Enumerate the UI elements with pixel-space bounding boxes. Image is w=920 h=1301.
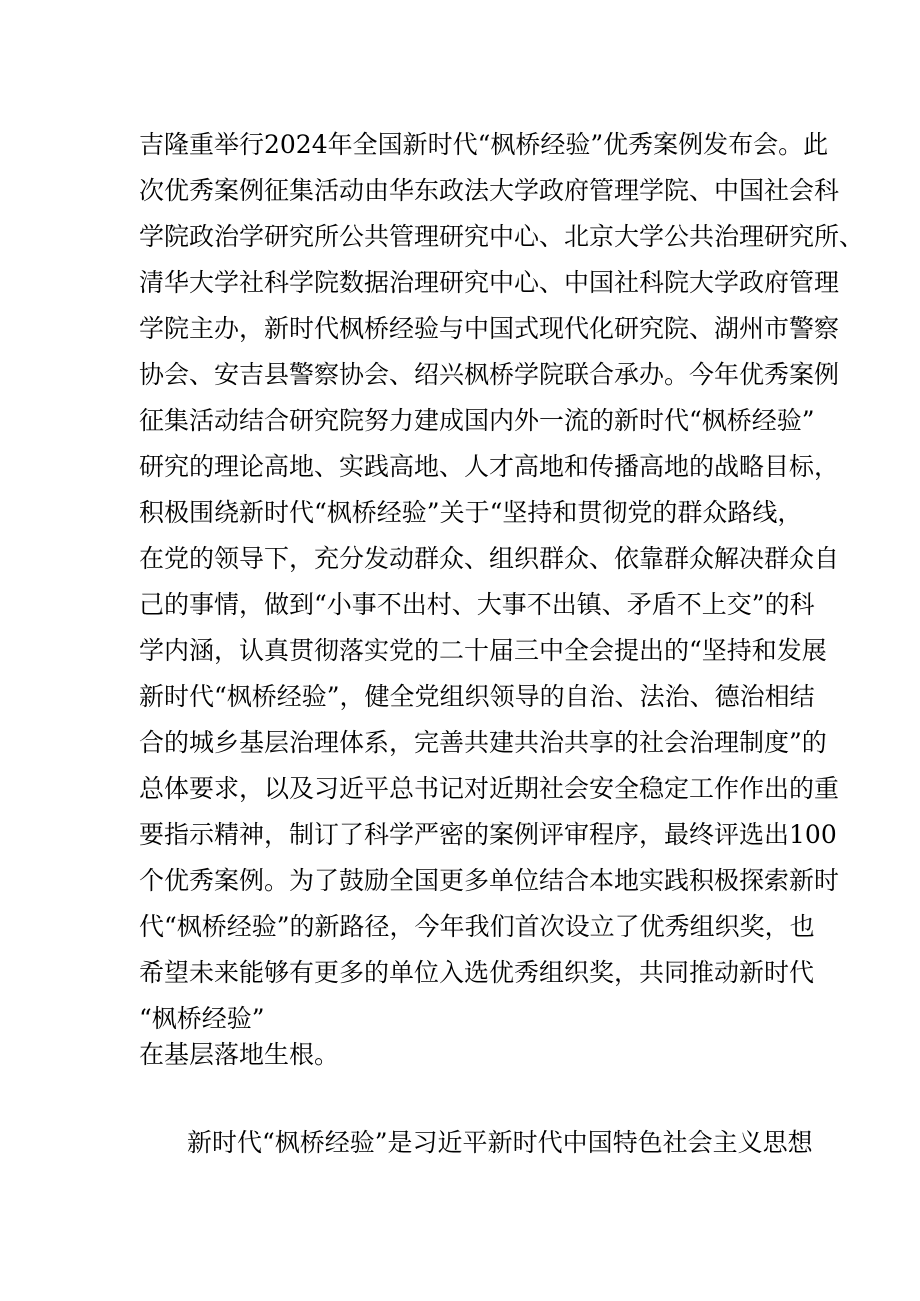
text-line-13: 新时代“枫桥经验”，健全党组织领导的自治、法治、德治相结 — [139, 682, 815, 711]
text-line-22: 新时代“枫桥经验”是习近平新时代中国特色社会主义思想 — [187, 1128, 813, 1157]
text-line-10: 在党的领导下，充分发动群众、组织群众、依靠群众解决群众自 — [139, 544, 840, 573]
text-line-12: 学内涵，认真贯彻落实党的二十届三中全会提出的“坚持和发展 — [139, 636, 827, 665]
text-line-14: 合的城乡基层治理体系，完善共建共治共享的社会治理制度”的 — [139, 728, 827, 757]
text-line-9: 积极围绕新时代“枫桥经验”关于“坚持和贯彻党的群众路线， — [139, 498, 803, 527]
text-line-5: 学院主办，新时代枫桥经验与中国式现代化研究院、湖州市警察 — [139, 314, 840, 343]
text-line-20: “枫桥经验” — [139, 1004, 265, 1033]
text-line-8: 研究的理论高地、实践高地、人才高地和传播高地的战略目标， — [139, 452, 840, 481]
text-line-2: 次优秀案例征集活动由华东政法大学政府管理学院、中国社会科 — [139, 176, 840, 205]
text-line-17: 个优秀案例。为了鼓励全国更多单位结合本地实践积极探索新时 — [139, 866, 840, 895]
text-line-6: 协会、安吉县警察协会、绍兴枫桥学院联合承办。今年优秀案例 — [139, 360, 840, 389]
text-line-16: 要指示精神，制订了科学严密的案例评审程序，最终评选出100 — [139, 820, 837, 849]
text-line-4: 清华大学社科学院数据治理研究中心、中国社科院大学政府管理 — [139, 268, 840, 297]
text-line-15: 总体要求，以及习近平总书记对近期社会安全稳定工作作出的重 — [139, 774, 840, 803]
text-line-18: 代“枫桥经验”的新路径，今年我们首次设立了优秀组织奖，也 — [139, 912, 815, 941]
text-line-7: 征集活动结合研究院努力建成国内外一流的新时代“枫桥经验” — [139, 406, 815, 435]
text-line-21: 在基层落地生根。 — [139, 1040, 340, 1069]
text-line-1: 吉隆重举行2024年全国新时代“枫桥经验”优秀案例发布会。此 — [139, 130, 829, 159]
text-line-3: 学院政治学研究所公共管理研究中心、北京大学公共治理研究所、 — [139, 222, 865, 251]
text-line-11: 己的事情，做到“小事不出村、大事不出镇、矛盾不上交”的科 — [139, 590, 815, 619]
text-line-19: 希望未来能够有更多的单位入选优秀组织奖，共同推动新时代 — [139, 958, 815, 987]
